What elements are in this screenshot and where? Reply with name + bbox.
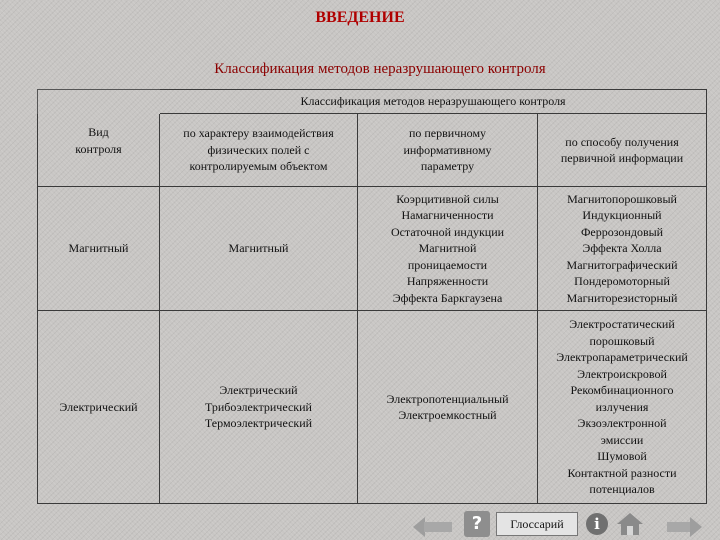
home-icon <box>616 511 644 537</box>
arrow-left-shaft[interactable] <box>424 522 452 532</box>
navigation-bar <box>0 507 720 540</box>
table-header-row <box>38 114 707 187</box>
table-corner-cell <box>38 90 160 114</box>
table-row <box>38 311 707 504</box>
row-magnetic-type: Магнитный <box>38 187 160 311</box>
row-magnetic-interaction: Магнитный <box>160 187 358 311</box>
arrow-right-icon[interactable] <box>690 517 702 537</box>
row-electric-interaction: Электрический Трибоэлектрический Термоэлектрический <box>160 311 358 504</box>
info-icon: i <box>594 515 600 533</box>
arrow-right-shaft[interactable] <box>667 522 691 532</box>
row-magnetic-parameter: Коэрцитивной силы Намагниченности Остаточной индукции Магнитной проницаемости Напряженности Эффекта Баркгаузена <box>358 187 538 311</box>
classification-table <box>37 89 707 504</box>
table-caption-row <box>38 90 707 114</box>
info-button[interactable] <box>586 513 608 535</box>
table-caption: Классификация методов неразрушающего контроля <box>160 90 707 114</box>
help-button[interactable] <box>464 511 490 537</box>
home-button[interactable] <box>616 511 644 537</box>
page-subtitle: Классификация методов неразрушающего контроля <box>214 61 546 77</box>
row-magnetic-method: Магнитопорошковый Индукционный Феррозондовый Эффекта Холла Магнитографический Пондеромоторный Магниторезисторный <box>538 187 707 311</box>
row-electric-type: Электрический <box>38 311 160 504</box>
header-interaction: по характеру взаимодействия физических полей с контролируемым объектом <box>160 114 358 187</box>
header-type: Вид контроля <box>38 114 160 187</box>
row-electric-parameter: Электропотенциальный Электроемкостный <box>358 311 538 504</box>
header-parameter: по первичному информативному параметру <box>358 114 538 187</box>
glossary-button[interactable]: Глоссарий <box>496 512 578 536</box>
help-icon: ? <box>471 513 483 534</box>
row-electric-method: Электростатический порошковый Электропараметрический Электроискровой Рекомбинационного излучения Экзоэлектронной эмиссии Шумовой Контактной разности потенциалов <box>538 311 707 504</box>
page-title: ВВЕДЕНИЕ <box>315 9 405 26</box>
table-row <box>38 187 707 311</box>
header-method: по способу получения первичной информации <box>538 114 707 187</box>
